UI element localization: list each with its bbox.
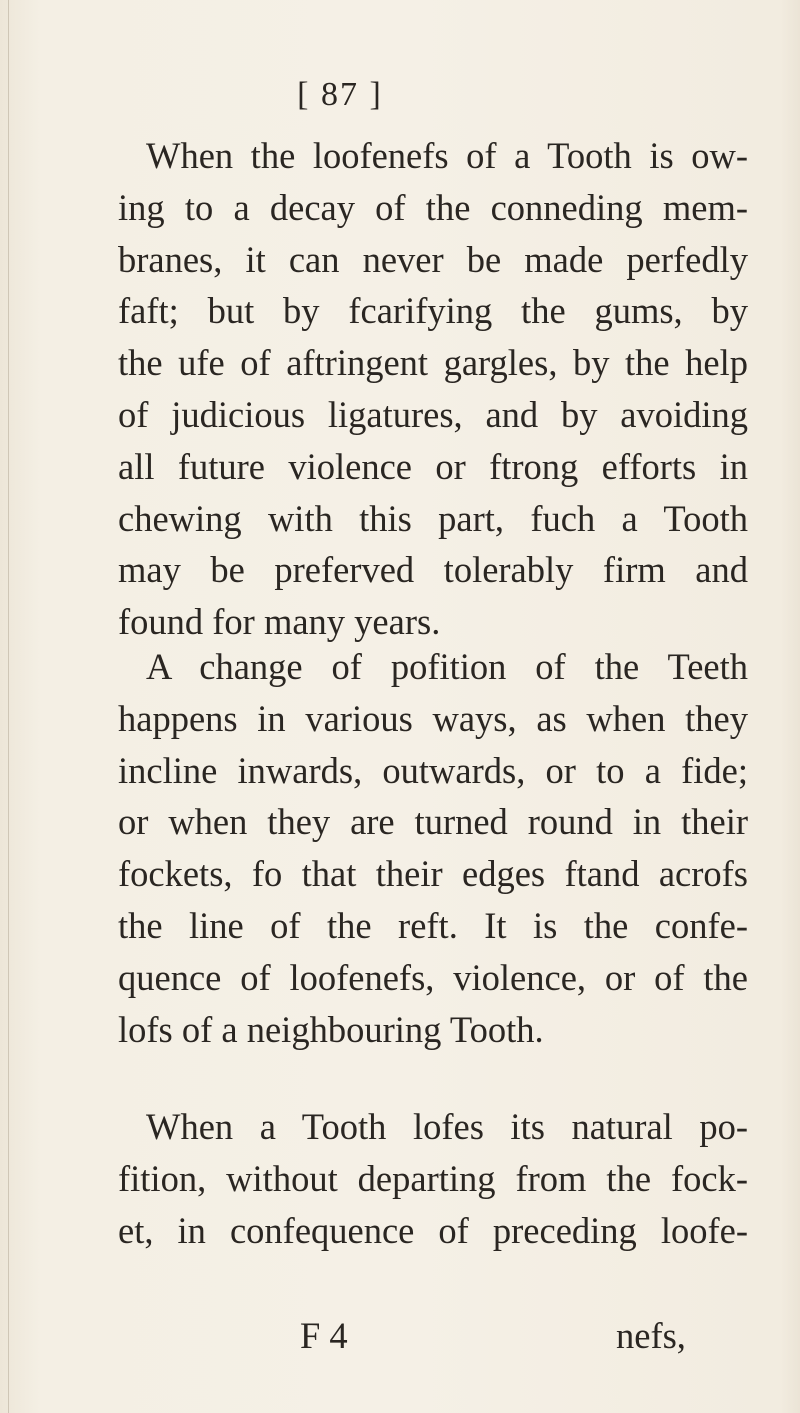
text-line: the line of the reft. It is the confe-	[118, 904, 748, 946]
text-line: When the loofenefs of a Tooth is ow-	[146, 135, 748, 176]
text-line: ing to a decay of the conneding mem-	[118, 186, 748, 228]
text-line: or when they are turned round in their	[118, 801, 748, 843]
page-edge	[8, 0, 9, 1413]
text-line: incline inwards, outwards, or to a fide;	[118, 749, 748, 791]
text-line: When a Tooth lofes its natural po-	[146, 1106, 748, 1147]
paragraph-3	[118, 1101, 748, 1256]
text-line: branes, it can never be made perfedly	[118, 238, 748, 280]
text-line: fition, without departing from the fock-	[118, 1157, 748, 1199]
page-number-header: [ 87 ]	[297, 76, 383, 113]
text-line: found for many years.	[118, 601, 441, 643]
text-line: of judicious ligatures, and by avoiding	[118, 393, 748, 435]
text-line: et, in confequence of preceding loofe-	[118, 1209, 748, 1251]
text-line: fockets, fo that their edges ftand acrofs	[118, 853, 748, 895]
text-line: may be preferved tolerably firm and	[118, 549, 748, 591]
paragraph-1	[118, 130, 748, 648]
catchword: nefs,	[616, 1315, 686, 1356]
text-line: faft; but by fcarifying the gums, by	[118, 290, 748, 332]
text-line: the ufe of aftringent gargles, by the help	[118, 342, 748, 384]
signature-mark: F 4	[300, 1315, 348, 1356]
text-line: happens in various ways, as when they	[118, 697, 748, 739]
text-line: A change of pofition of the Teeth	[146, 646, 748, 687]
text-line: chewing with this part, fuch a Tooth	[118, 497, 748, 539]
text-line: lofs of a neighbouring Tooth.	[118, 1008, 544, 1050]
text-line: all future violence or ftrong efforts in	[118, 445, 748, 487]
text-line: quence of loofenefs, violence, or of the	[118, 956, 748, 998]
paragraph-2	[118, 641, 748, 1055]
